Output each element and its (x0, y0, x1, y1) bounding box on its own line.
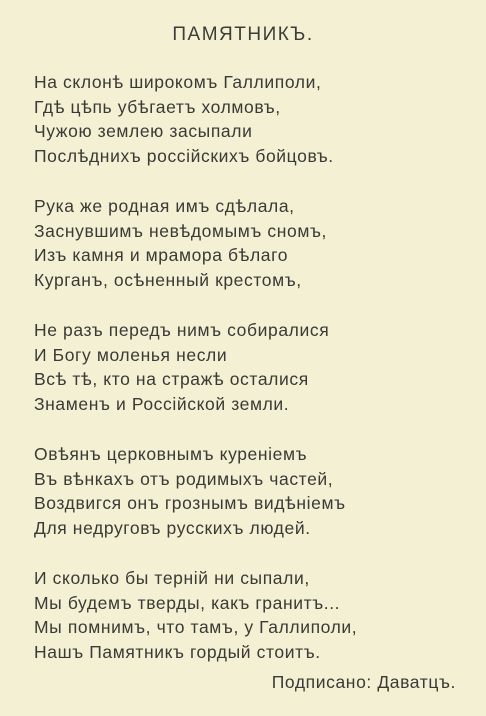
poem-line: Нашъ Памятникъ гордый стоитъ. (34, 641, 321, 662)
signature-line: Подписано: Даватцъ. (271, 672, 456, 692)
stanza-1 (34, 70, 464, 168)
stanza-2 (34, 194, 464, 292)
poem-line: Послѣднихъ россійскихъ бойцовъ. (34, 145, 334, 166)
poem-line: Всѣ тѣ, кто на стражѣ осталися (34, 369, 309, 389)
poem-line: Чужою землею засыпали (34, 121, 253, 141)
stanza-3 (34, 318, 464, 416)
poem-line: Рука же родная имъ сдѣлала, (34, 196, 295, 216)
poem-line: Мы помнимъ, что тамъ, у Галлиполи, (34, 617, 358, 637)
poem-line: На склонѣ широкомъ Галлиполи, (34, 72, 322, 92)
poem-line: Гдѣ цѣпь убѣгаетъ холмовъ, (34, 96, 281, 117)
poem-line: Въ вѣнкахъ отъ родимыхъ частей, (34, 468, 334, 489)
poem-title: ПАМЯТНИКЪ. (172, 24, 314, 45)
poem-line: И Богу моленья несли (34, 344, 228, 365)
poem-line: И сколько бы терній ни сыпали, (34, 568, 310, 588)
stanza-4 (34, 442, 464, 540)
poem-body (34, 70, 464, 690)
poem-line: Заснувшимъ невѣдомымъ сномъ, (34, 220, 327, 241)
poem-line: Мы будемъ тверды, какъ гранитъ... (34, 592, 341, 613)
poem-line: Знаменъ и Россійской земли. (34, 393, 290, 414)
stanza-5 (34, 566, 464, 664)
poem-line: Изъ камня и мрамора бѣлаго (34, 245, 289, 265)
poem-line: Для недруговъ русскихъ людей. (34, 517, 311, 538)
poem-line: Курганъ, осѣненный крестомъ, (34, 269, 302, 290)
poem-line: Не разъ передъ нимъ собиралися (34, 320, 330, 340)
poem-line: Воздвигся онъ грознымъ видѣніемъ (34, 493, 346, 513)
poem-line: Овѣянъ церковнымъ куреніемъ (34, 444, 308, 464)
